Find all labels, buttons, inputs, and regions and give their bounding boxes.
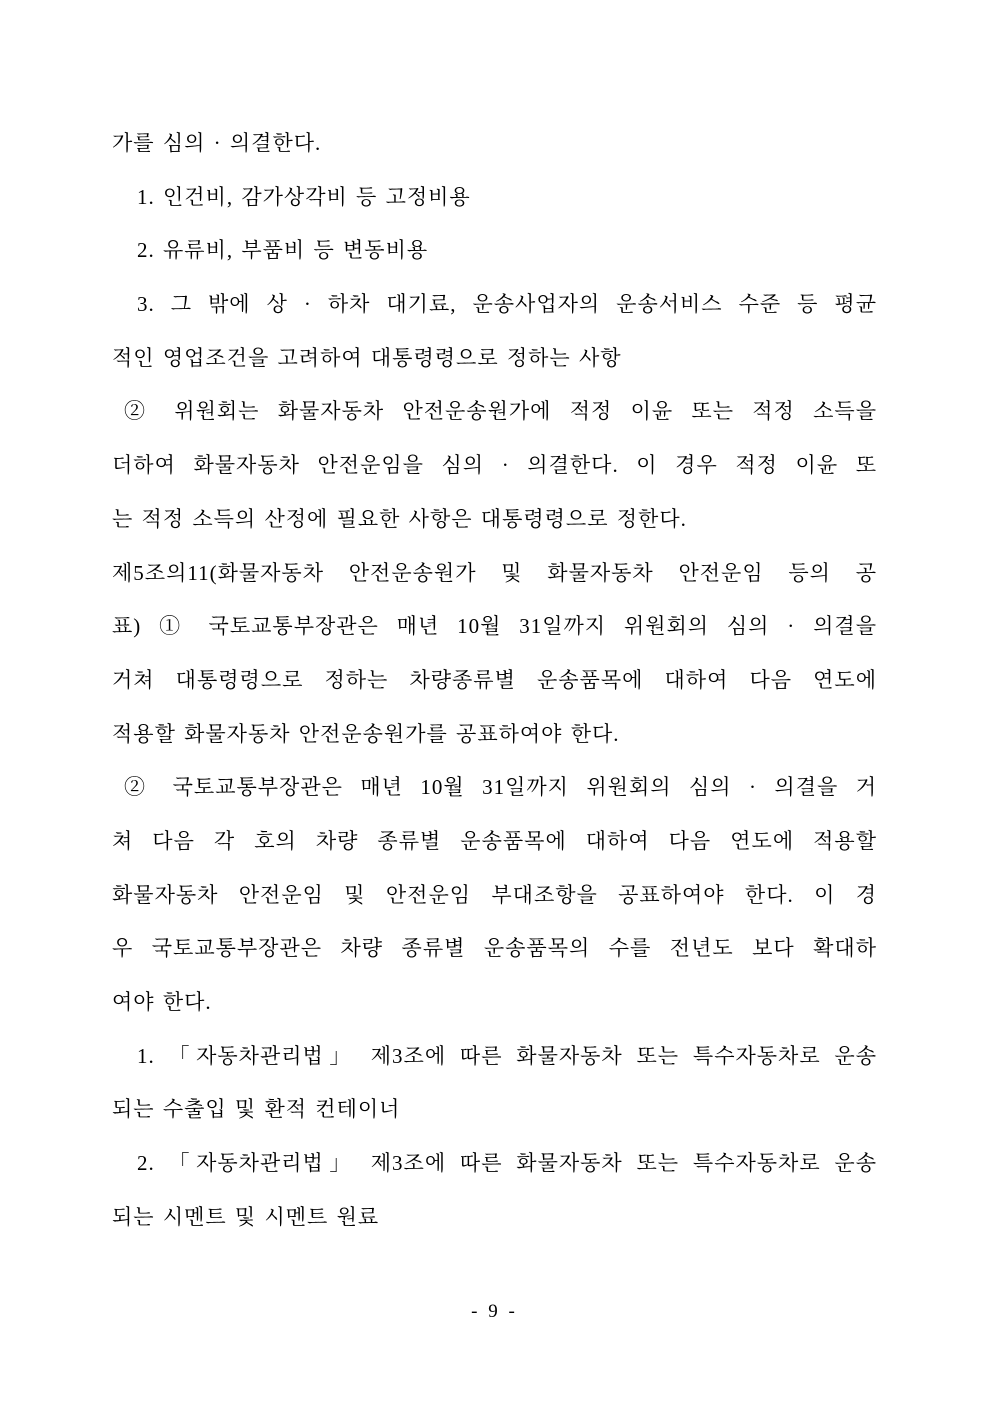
text-line: ② 국토교통부장관은 매년 10월 31일까지 위원회의 심의 · 의결을 거 [124, 775, 877, 800]
text-line: 화물자동차 안전운임 및 안전운임 부대조항을 공표하여야 한다. 이 경 [112, 882, 877, 907]
text-line: 1. 「자동차관리법」 제3조에 따른 화물자동차 또는 특수자동차로 운송 [137, 1043, 877, 1068]
text-line: 우 국토교통부장관은 차량 종류별 운송품목의 수를 전년도 보다 확대하 [112, 936, 877, 961]
text-line: 되는 수출입 및 환적 컨테이너 [112, 1097, 401, 1122]
text-line: 2. 유류비, 부품비 등 변동비용 [137, 238, 429, 263]
text-line: 1. 인건비, 감가상각비 등 고정비용 [137, 184, 471, 209]
text-line: 3. 그 밖에 상 · 하차 대기료, 운송사업자의 운송서비스 수준 등 평균 [137, 292, 877, 317]
text-line: 여야 한다. [112, 990, 212, 1014]
text-line: 거쳐 대통령령으로 정하는 차량종류별 운송품목에 대하여 다음 연도에 [112, 667, 877, 692]
text-line: ② 위원회는 화물자동차 안전운송원가에 적정 이윤 또는 적정 소득을 [124, 399, 877, 424]
text-line: 표) ① 국토교통부장관은 매년 10월 31일까지 위원회의 심의 · 의결을 [112, 614, 877, 639]
page-number: - 9 - [471, 1301, 518, 1323]
text-line: 쳐 다음 각 호의 차량 종류별 운송품목에 대하여 다음 연도에 적용할 [112, 828, 877, 853]
text-line: 적용할 화물자동차 안전운송원가를 공표하여야 한다. [112, 721, 620, 746]
text-line: 는 적정 소득의 산정에 필요한 사항은 대통령령으로 정한다. [112, 506, 687, 531]
text-line: 제5조의11(화물자동차 안전운송원가 및 화물자동차 안전운임 등의 공 [112, 560, 877, 585]
text-line: 2. 「자동차관리법」 제3조에 따른 화물자동차 또는 특수자동차로 운송 [137, 1151, 877, 1176]
text-line: 적인 영업조건을 고려하여 대통령령으로 정하는 사항 [112, 345, 622, 370]
text-line: 가를 심의 · 의결한다. [112, 131, 322, 155]
document-body [112, 117, 877, 1244]
text-line: 더하여 화물자동차 안전운임을 심의 · 의결한다. 이 경우 적정 이윤 또 [112, 453, 877, 478]
text-line: 되는 시멘트 및 시멘트 원료 [112, 1204, 380, 1229]
